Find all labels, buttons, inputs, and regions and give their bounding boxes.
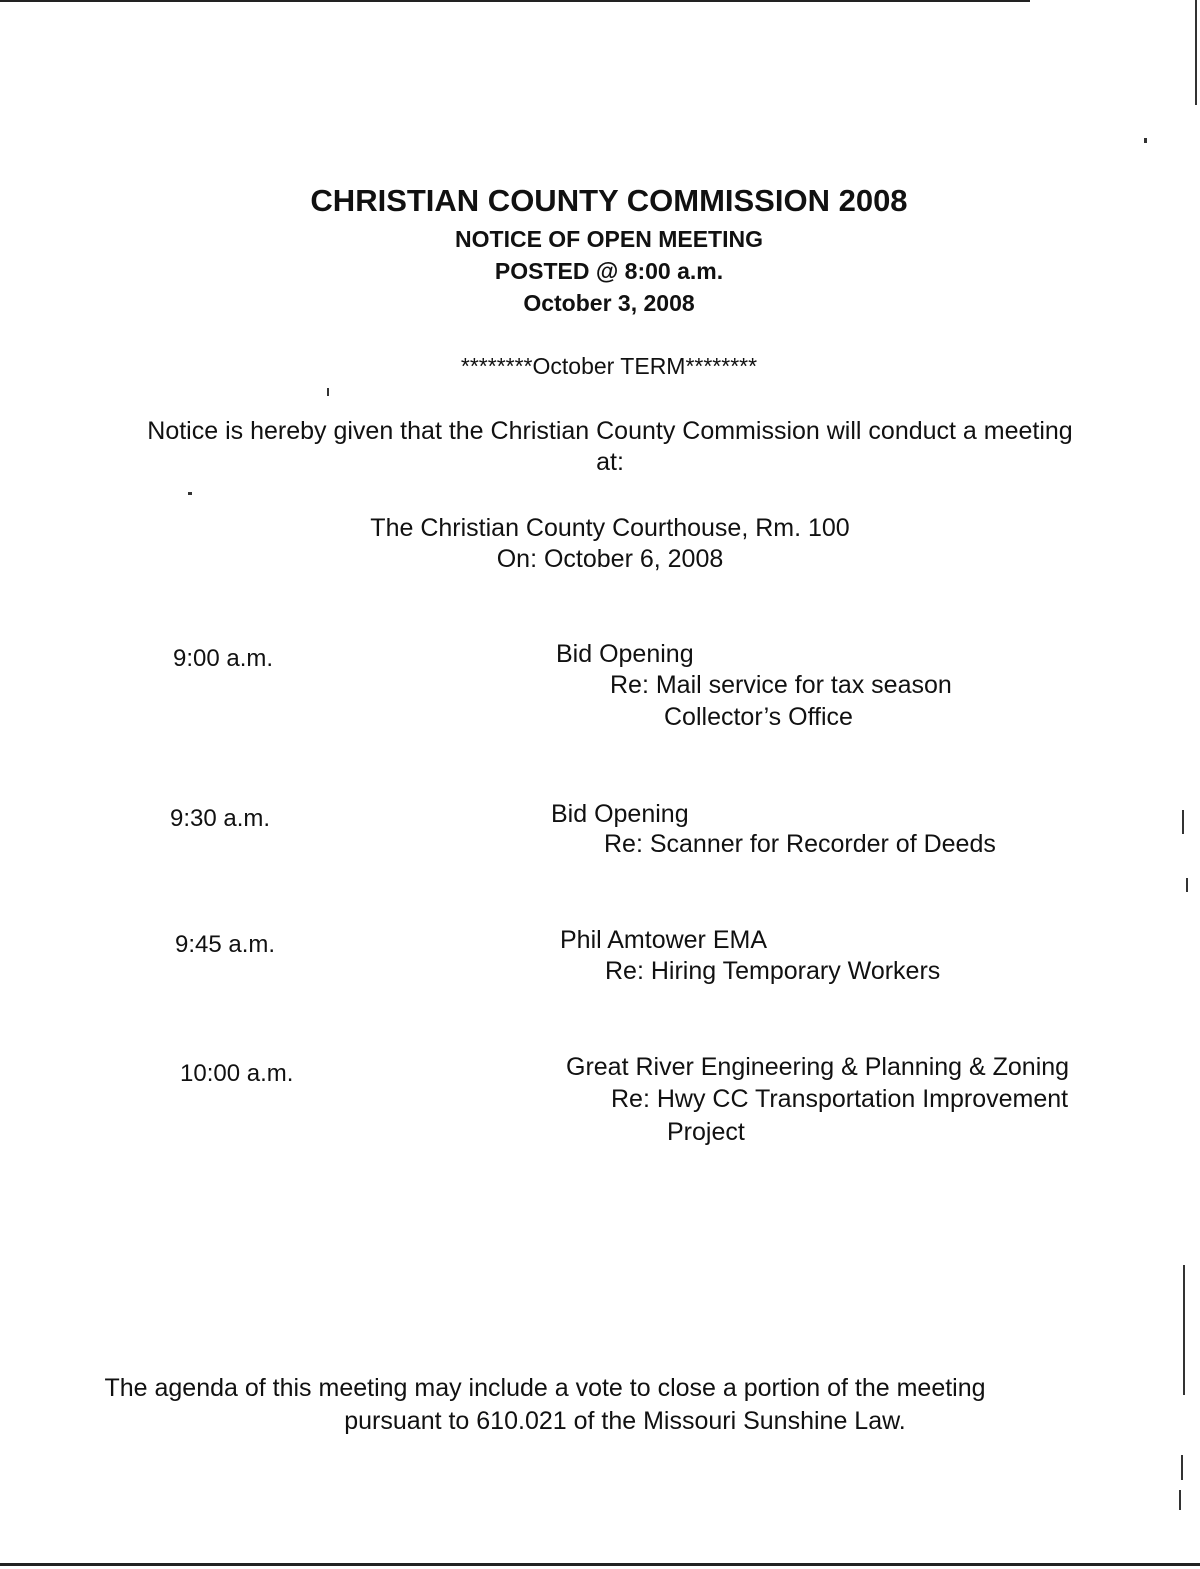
meeting-location: [10, 513, 1200, 575]
agenda-item-title: Great River Engineering & Planning & Zoning: [566, 1053, 1070, 1081]
scan-speck: [1182, 810, 1184, 834]
agenda-item-detail: Project: [667, 1118, 745, 1146]
footer-line-1: The agenda of this meeting may include a vote to close a portion of the meeting: [104, 1374, 986, 1402]
agenda-item-re: Re: Hwy CC Transportation Improvement: [611, 1085, 1069, 1113]
scan-speck: [327, 388, 329, 396]
posted-date: October 3, 2008: [523, 290, 695, 316]
agenda-item-time: 9:00 a.m.: [173, 645, 274, 672]
scan-edge-right: [1195, 0, 1197, 105]
page-title: CHRISTIAN COUNTY COMMISSION 2008: [310, 183, 908, 218]
agenda-item-title: Bid Opening: [556, 640, 694, 668]
agenda-item-re: Re: Hiring Temporary Workers: [605, 957, 941, 985]
agenda-item-time: 10:00 a.m.: [180, 1060, 294, 1087]
notice-paragraph: Notice is hereby given that the Christian County Commission will conduct a meeting at:: [147, 417, 1073, 476]
scan-speck: [188, 492, 192, 495]
agenda-item-title: Bid Opening: [551, 800, 689, 828]
scan-speck: [1183, 1265, 1185, 1395]
sunshine-law-notice: [60, 1372, 1090, 1438]
scan-edge-bottom: [0, 1563, 1200, 1566]
posted-time: POSTED @ 8:00 a.m.: [494, 258, 724, 284]
agenda-item-re: Re: Scanner for Recorder of Deeds: [604, 830, 996, 858]
location-place: The Christian County Courthouse, Rm. 100: [370, 514, 850, 542]
notice-type: NOTICE OF OPEN MEETING: [455, 226, 763, 252]
location-date: On: October 6, 2008: [496, 545, 724, 573]
scan-edge-top: [0, 0, 1030, 2]
agenda-item-time: 9:45 a.m.: [175, 931, 276, 958]
footer-line-2: pursuant to 610.021 of the Missouri Sunshine Law.: [344, 1407, 906, 1435]
scan-speck: [1186, 878, 1188, 892]
agenda-item-re: Re: Mail service for tax season: [610, 671, 952, 699]
scan-speck: [1181, 1455, 1183, 1480]
term-label: ********October TERM********: [460, 353, 758, 379]
agenda-item-time: 9:30 a.m.: [170, 805, 271, 832]
agenda-item-detail: Collector’s Office: [664, 703, 853, 731]
scan-speck: [1179, 1490, 1181, 1510]
scan-speck: [1144, 138, 1147, 143]
agenda-item-title: Phil Amtower EMA: [560, 926, 768, 954]
